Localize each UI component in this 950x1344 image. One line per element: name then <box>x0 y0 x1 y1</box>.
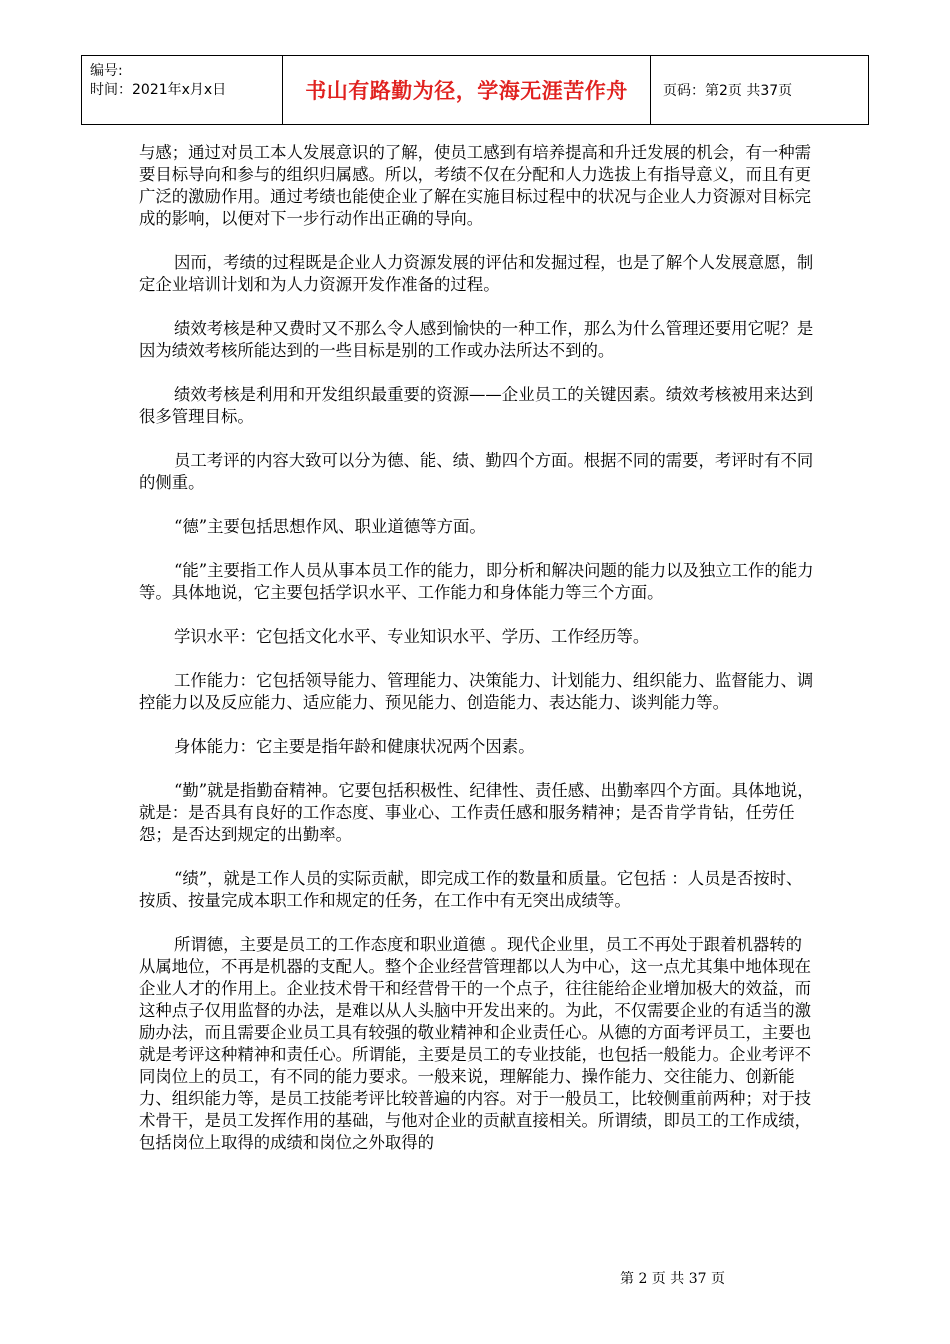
number-label: 编号: <box>90 63 123 79</box>
paragraph: “能”主要指工作人员从事本员工作的能力，即分析和解决问题的能力以及独立工作的能力等。具体地说，它主要包括学识水平、工作能力和身体能力等三个方面。 <box>139 561 814 602</box>
paragraph: 因而，考绩的过程既是企业人力资源发展的评估和发掘过程，也是了解个人发展意愿，制定企业培训计划和为人力资源开发作准备的过程。 <box>139 253 814 294</box>
paragraph: 绩效考核是利用和开发组织最重要的资源——企业员工的关键因素。绩效考核被用来达到很多管理目标。 <box>139 385 814 426</box>
paragraph: 与感；通过对员工本人发展意识的了解，使员工感到有培养提高和升迁发展的机会，有一种需要目标导向和参与的组织归属感。所以，考绩不仅在分配和人力选拔上有指导意义，而且有更广泛的激励作用。通过考绩也能使企业了解在实施目标过程中的状况与企业人力资源对目标完成的影响，以便对下一步行动作出正确的导向。 <box>139 143 812 228</box>
paragraph: 员工考评的内容大致可以分为德、能、绩、勤四个方面。根据不同的需要，考评时有不同的侧重。 <box>139 451 814 492</box>
header-motto: 书山有路勤为径，学海无涯苦作舟 <box>283 56 651 124</box>
paragraph: 工作能力：它包括领导能力、管理能力、决策能力、计划能力、组织能力、监督能力、调控能力以及反应能力、适应能力、预见能力、创造能力、表达能力、谈判能力等。 <box>139 671 814 712</box>
page-header <box>81 55 869 125</box>
paragraph: 所谓德，主要是员工的工作态度和职业道德 。现代企业里，员工不再处于跟着机器转的从属地位，不再是机器的支配人。整个企业经营管理都以人为中心，这一点尤其集中地体现在企业人才的作用上。企业技术骨干和经营骨干的一个点子，往往能给企业增加极大的效益，而这种点子仅用监督的办法，是难以从人头脑中开发出来的。为此，不仅需要企业的有适当的激励办法，而且需要企业员工具有较强的敬业精神和企业责任心。从德的方面考评员工，主要也就是考评这种精神和责任心。所谓能，主要是员工的专业技能，也包括一般能力。企业考评不同岗位上的员工，有不同的能力要求。一般来说，理解能力、操作能力、交往能力、创新能力、组织能力等，是员工技能考评比较普遍的内容。对于一般员工，比较侧重前两种；对于技术骨干，是员工发挥作用的基础，与他对企业的贡献直接相关。所谓绩，即员工的工作成绩，包括岗位上取得的成绩和岗位之外取得的 <box>139 935 812 1152</box>
paragraph: 绩效考核是种又费时又不那么令人感到愉快的一种工作，那么为什么管理还要用它呢？是因为绩效考核所能达到的一些目标是别的工作或办法所达不到的。 <box>139 319 814 360</box>
header-meta <box>82 56 283 124</box>
time-label: 时间：2021年x月x日 <box>90 82 227 98</box>
paragraph: “德”主要包括思想作风、职业道德等方面。 <box>174 517 486 536</box>
paragraph: “勤”就是指勤奋精神。它要包括积极性、纪律性、责任感、出勤率四个方面。具体地说，就是：是否具有良好的工作态度、事业心、工作责任感和服务精神；是否肯学肯钻，任劳任怨；是否达到规定的出勤率。 <box>139 781 814 844</box>
paragraph: “绩”，就是工作人员的实际贡献，即完成工作的数量和质量。它包括 ：人员是否按时、按质、按量完成本职工作和规定的任务，在工作中有无突出成绩等。 <box>139 869 803 910</box>
paragraph: 身体能力：它主要是指年龄和健康状况两个因素。 <box>174 737 535 756</box>
header-page-info: 页码：第2页 共37页 <box>663 83 793 99</box>
paragraph: 学识水平：它包括文化水平、专业知识水平、学历、工作经历等。 <box>174 627 650 646</box>
document-body <box>139 142 815 1154</box>
page-footer: 第 2 页 共 37 页 <box>620 1271 725 1287</box>
